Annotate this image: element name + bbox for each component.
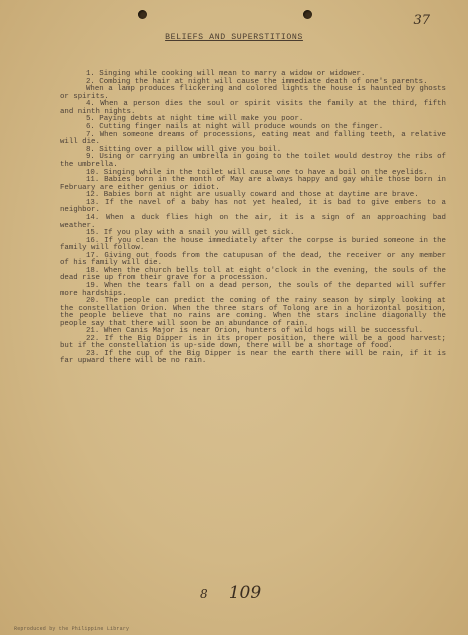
list-item: 15. If you play with a snail you will get sick. (86, 229, 295, 238)
list-item: 20. The people can predict the coming of the rainy season by simply looking at the constellation Orion. When the three stars of Tolong are in a horizontal position, the people believe that no rains are coming. When the stars incline diagonally the people say that there will soon be an abundance of rain. (60, 297, 446, 328)
list-item: 9. Using or carrying an umbrella in going to the toilet would destroy the ribs of the umbrella. (60, 153, 446, 169)
list-item: 10. Singing while in the toilet will cause one to have a boil on the eyelids. (86, 168, 428, 177)
superstitions-list (60, 71, 446, 366)
list-item: 11. Babies born in the month of May are always happy and gay while those born in February are either genius or idiot. (60, 176, 446, 192)
list-item: 5. Paying debts at night time will make you poor. (86, 115, 304, 124)
list-item: 23. If the cup of the Big Dipper is near the earth there will be rain, if it is far upward there will be no rain. (60, 349, 446, 366)
list-item: 18. When the church bells toll at eight o'clock in the evening, the souls of the dead rise up from their grave for a procession. (60, 266, 446, 283)
list-item: 17. Giving out foods from the catupusan of the dead, the receiver or any member of his family will die. (60, 251, 446, 268)
list-item: 4. When a person dies the soul or spirit visits the family at the third, fifth and ninth nights. (60, 100, 446, 116)
document-title: BELIEFS AND SUPERSTITIONS (165, 33, 303, 42)
handwritten-number-right: 109 (228, 583, 262, 603)
list-item: 13. If the navel of a baby has not yet healed, it is bad to give embers to a neighbor. (60, 198, 446, 215)
binder-hole-right (303, 10, 312, 19)
page-corner-number: 37 (413, 13, 430, 28)
list-item: 22. If the Big Dipper is in its proper position, there will be a good harvest; but if the constellation is up-side down, there will be a shortage of food. (60, 334, 446, 351)
list-item: 2. Combing the hair at night will cause the immediate death of one's parents. (86, 77, 428, 86)
list-item: 19. When the tears fall on a dead person, the souls of the departed will suffer more hardships. (60, 282, 446, 298)
list-item: 16. If you clean the house immediately after the corpse is buried someone in the family will follow. (60, 236, 446, 253)
list-item: 12. Babies born at night are usually coward and those at daytime are brave. (86, 191, 419, 200)
list-item: 1. Singing while cooking will mean to marry a widow or widower. (86, 70, 366, 78)
binder-hole-left (138, 10, 147, 19)
list-item: When a lamp produces flickering and colored lights the house is haunted by ghosts or spirits. (60, 85, 446, 101)
list-item: 8. Sitting over a pillow will give you boil. (86, 145, 282, 154)
handwritten-number-left: 8 (200, 587, 208, 601)
list-item: 6. Cutting finger nails at night will produce wounds on the finger. (86, 123, 384, 132)
list-item: 21. When Canis Major is near Orion, hunters of wild hogs will be successful. (86, 327, 424, 336)
list-item: 7. When someone dreams of processions, eating meat and falling teeth, a relative will die. (60, 130, 446, 147)
list-item: 14. When a duck flies high on the air, it is a sign of an approaching bad weather. (60, 214, 446, 230)
archive-footer: Reproduced by the Philippine Library (14, 626, 130, 632)
handwritten-page-numbers (200, 583, 280, 603)
